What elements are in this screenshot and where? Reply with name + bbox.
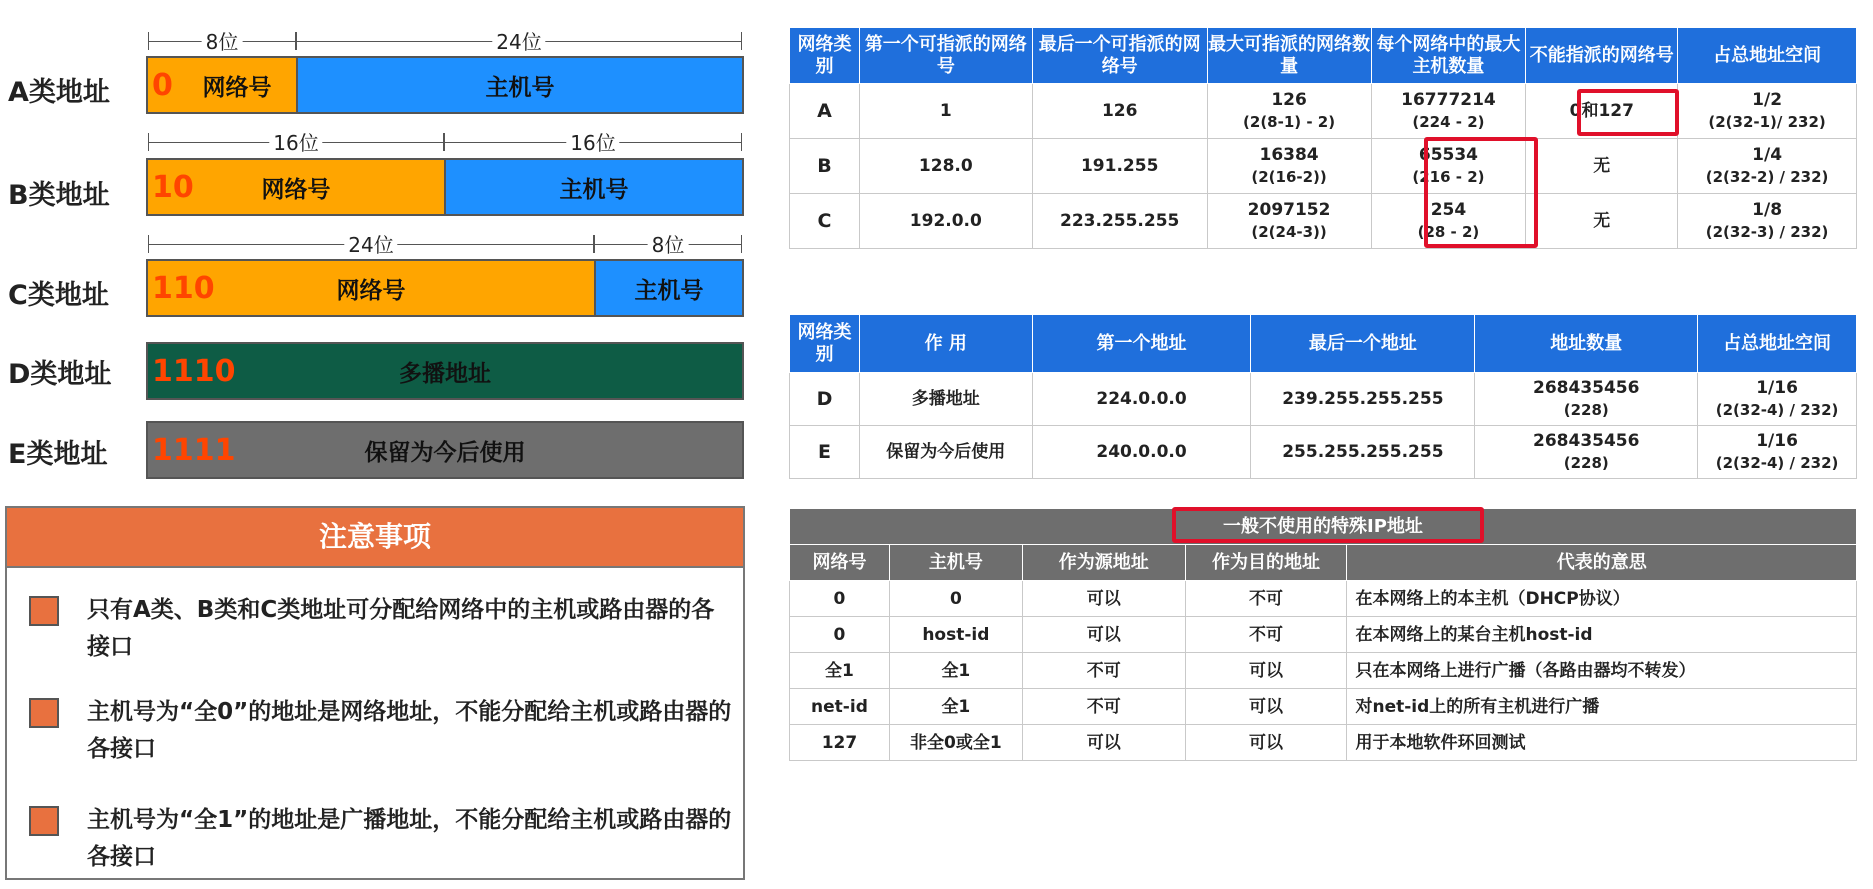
formula: (2(8-1) - 2) [1243,113,1336,131]
host-segment [446,160,742,214]
table-cell: host-id [889,617,1022,653]
header-cell: 第一个可指派的网络号 [859,28,1032,84]
class-e-text: 保留为今后使用 [364,439,526,466]
header-cell: 最大可指派的网络数量 [1207,28,1371,84]
table-cell: 无 [1526,139,1678,194]
reserved-segment [148,423,742,477]
note-text: 只有A类、B类和C类地址可分配给网络中的主机或路由器的各接口 [87,597,715,660]
header-cell: 主机号 [889,545,1022,581]
host-segment [596,261,742,315]
class-b-bar [146,158,744,216]
value: 254 [1430,200,1467,220]
table-row [790,139,1857,194]
dim-label: 8位 [648,229,689,258]
table-cell: 在本网络上的本主机（DHCP协议） [1347,581,1857,617]
table-cell: 全1 [889,689,1022,725]
table-cell: 可以 [1185,653,1347,689]
dim-label: 24位 [492,26,545,55]
class-c-host-bits [594,233,742,257]
header-cell: 第一个地址 [1032,315,1251,373]
value: 65534 [1418,145,1479,165]
table-cell: 可以 [1022,581,1185,617]
value: 1/4 [1752,145,1783,165]
value: 2097152 [1247,200,1331,220]
class-c-label: C类地址 [8,280,109,311]
notes-panel [5,506,745,880]
square-bullet-icon [29,806,59,836]
host-segment [298,58,742,112]
table-cell [1207,139,1371,194]
class-e-bar [146,421,744,479]
host-label: 主机号 [559,176,629,203]
note-item [29,592,733,666]
table-cell [1698,426,1857,479]
table-cell: 无 [1526,194,1678,249]
table-cell: 可以 [1022,725,1185,761]
class-c-net-bits [148,233,594,257]
table-cell [1475,373,1698,426]
note-item [29,802,733,876]
header-cell: 作为目的地址 [1185,545,1347,581]
special-ip-title: 一般不使用的特殊IP地址 [790,509,1857,545]
dim-label: 16位 [566,127,619,156]
value: 1/2 [1752,90,1783,110]
class-cell: A [790,84,860,139]
formula: (2(32-1)/ 232) [1708,113,1826,131]
highlight-title-box [1172,507,1484,543]
class-d-label: D类地址 [8,359,112,390]
network-label: 网络号 [202,74,272,101]
de-class-table [789,314,1857,479]
network-label: 网络号 [336,277,406,304]
header-cell: 不能指派的网络号 [1526,28,1678,84]
table-cell: 不可 [1022,653,1185,689]
table-cell: 0和127 [1526,84,1678,139]
square-bullet-icon [29,596,59,626]
table-row [790,373,1857,426]
formula: (2(24-3)) [1251,223,1327,241]
value: 126 [1271,90,1307,110]
table-cell: 239.255.255.255 [1251,373,1475,426]
prefix-bits: 10 [152,169,194,205]
special-ip-table [789,508,1857,761]
table-cell: 0 [889,581,1022,617]
table-cell: 可以 [1185,725,1347,761]
prefix-bits: 110 [152,270,215,306]
table-cell: 0 [790,617,890,653]
class-b-host-bits [444,131,742,155]
table-cell [1475,426,1698,479]
header-cell: 作为源地址 [1022,545,1185,581]
class-d-bar [146,342,744,400]
dim-label: 16位 [269,127,322,156]
value: 1/16 [1756,378,1798,398]
table-cell [1207,194,1371,249]
prefix-bits: 0 [152,67,173,103]
table-cell: 128.0 [859,139,1032,194]
header-cell: 网络类别 [790,315,860,373]
table-cell: 不可 [1185,581,1347,617]
class-e-label: E类地址 [8,439,108,470]
prefix-bits: 1111 [152,432,236,468]
network-label: 网络号 [261,176,331,203]
table-cell: 用于本地软件环回测试 [1347,725,1857,761]
table-row [790,725,1857,761]
table-cell: 非全0或全1 [889,725,1022,761]
notes-title: 注意事项 [7,508,743,568]
value: 268435456 [1533,378,1640,398]
highlight-hosts-box [1424,137,1538,248]
note-text: 主机号为“全0”的地址是网络地址，不能分配给主机或路由器的各接口 [87,699,732,762]
network-segment [148,261,596,315]
formula: (228) [1563,401,1609,419]
header-cell: 地址数量 [1475,315,1698,373]
dim-label: 8位 [202,26,243,55]
table-cell: 127 [790,725,890,761]
table-row [790,194,1857,249]
table-cell: 不可 [1022,689,1185,725]
table-row [790,84,1857,139]
dim-label: 24位 [344,229,397,258]
table-cell: 对net-id上的所有主机进行广播 [1347,689,1857,725]
value: 268435456 [1533,431,1640,451]
header-cell: 占总地址空间 [1678,28,1857,84]
table-cell: 全1 [889,653,1022,689]
table-cell: 240.0.0.0 [1032,426,1251,479]
table-cell [1371,84,1526,139]
class-cell: C [790,194,860,249]
table-cell: 0 [790,581,890,617]
class-a-host-bits [296,30,742,54]
table-cell [1207,84,1371,139]
value: 1/8 [1752,200,1783,220]
header-cell: 最后一个可指派的网络号 [1032,28,1207,84]
note-item [29,694,733,768]
table-cell: 可以 [1022,617,1185,653]
table-cell: 191.255 [1032,139,1207,194]
host-label: 主机号 [485,74,555,101]
table-cell: 不可 [1185,617,1347,653]
value: 16384 [1259,145,1319,165]
table-cell: 126 [1032,84,1207,139]
table-cell: 只在本网络上进行广播（各路由器均不转发） [1347,653,1857,689]
formula: (224 - 2) [1412,113,1485,131]
header-cell: 占总地址空间 [1698,315,1857,373]
table-row [790,653,1857,689]
table-cell: 可以 [1185,689,1347,725]
class-cell: B [790,139,860,194]
table-cell [1678,139,1857,194]
header-cell: 网络类别 [790,28,860,84]
formula: (2(32-3) / 232) [1705,223,1829,241]
table-cell: 在本网络上的某台主机host-id [1347,617,1857,653]
square-bullet-icon [29,698,59,728]
formula: (2(32-2) / 232) [1705,168,1829,186]
class-c-bar [146,259,744,317]
network-segment [148,58,298,112]
table-cell: 223.255.255 [1032,194,1207,249]
table-cell [1678,84,1857,139]
note-text: 主机号为“全1”的地址是广播地址，不能分配给主机或路由器的各接口 [87,807,732,870]
value: 1/16 [1756,431,1798,451]
table-row [790,617,1857,653]
formula: (216 - 2) [1412,168,1485,186]
class-b-label: B类地址 [8,180,110,211]
table-cell: 192.0.0 [859,194,1032,249]
table-row [790,581,1857,617]
header-cell: 每个网络中的最大主机数量 [1371,28,1526,84]
class-b-net-bits [148,131,444,155]
class-cell: E [790,426,860,479]
class-d-text: 多播地址 [399,360,491,387]
table-row [790,426,1857,479]
multicast-segment [148,344,742,398]
header-cell: 网络号 [790,545,890,581]
table-cell: 1 [859,84,1032,139]
table-cell: 全1 [790,653,890,689]
highlight-reserved-box [1577,89,1679,136]
table-cell: 保留为今后使用 [859,426,1032,479]
header-cell: 最后一个地址 [1251,315,1475,373]
formula: (2(32-4) / 232) [1715,454,1839,472]
header-cell: 作 用 [859,315,1032,373]
class-a-label: A类地址 [8,77,110,108]
table-cell: 多播地址 [859,373,1032,426]
table-cell: 224.0.0.0 [1032,373,1251,426]
host-label: 主机号 [634,277,704,304]
prefix-bits: 1110 [152,353,236,389]
class-a-net-bits [148,30,296,54]
table-row [790,689,1857,725]
table-cell [1678,194,1857,249]
header-cell: 代表的意思 [1347,545,1857,581]
network-segment [148,160,446,214]
formula: (28 - 2) [1417,223,1480,241]
formula: (2(32-4) / 232) [1715,401,1839,419]
formula: (228) [1563,454,1609,472]
table-cell: 255.255.255.255 [1251,426,1475,479]
formula: (2(16-2)) [1251,168,1327,186]
table-cell: net-id [790,689,890,725]
abc-class-table [789,27,1857,249]
value: 16777214 [1401,90,1496,110]
table-cell [1698,373,1857,426]
class-a-bar [146,56,744,114]
class-cell: D [790,373,860,426]
